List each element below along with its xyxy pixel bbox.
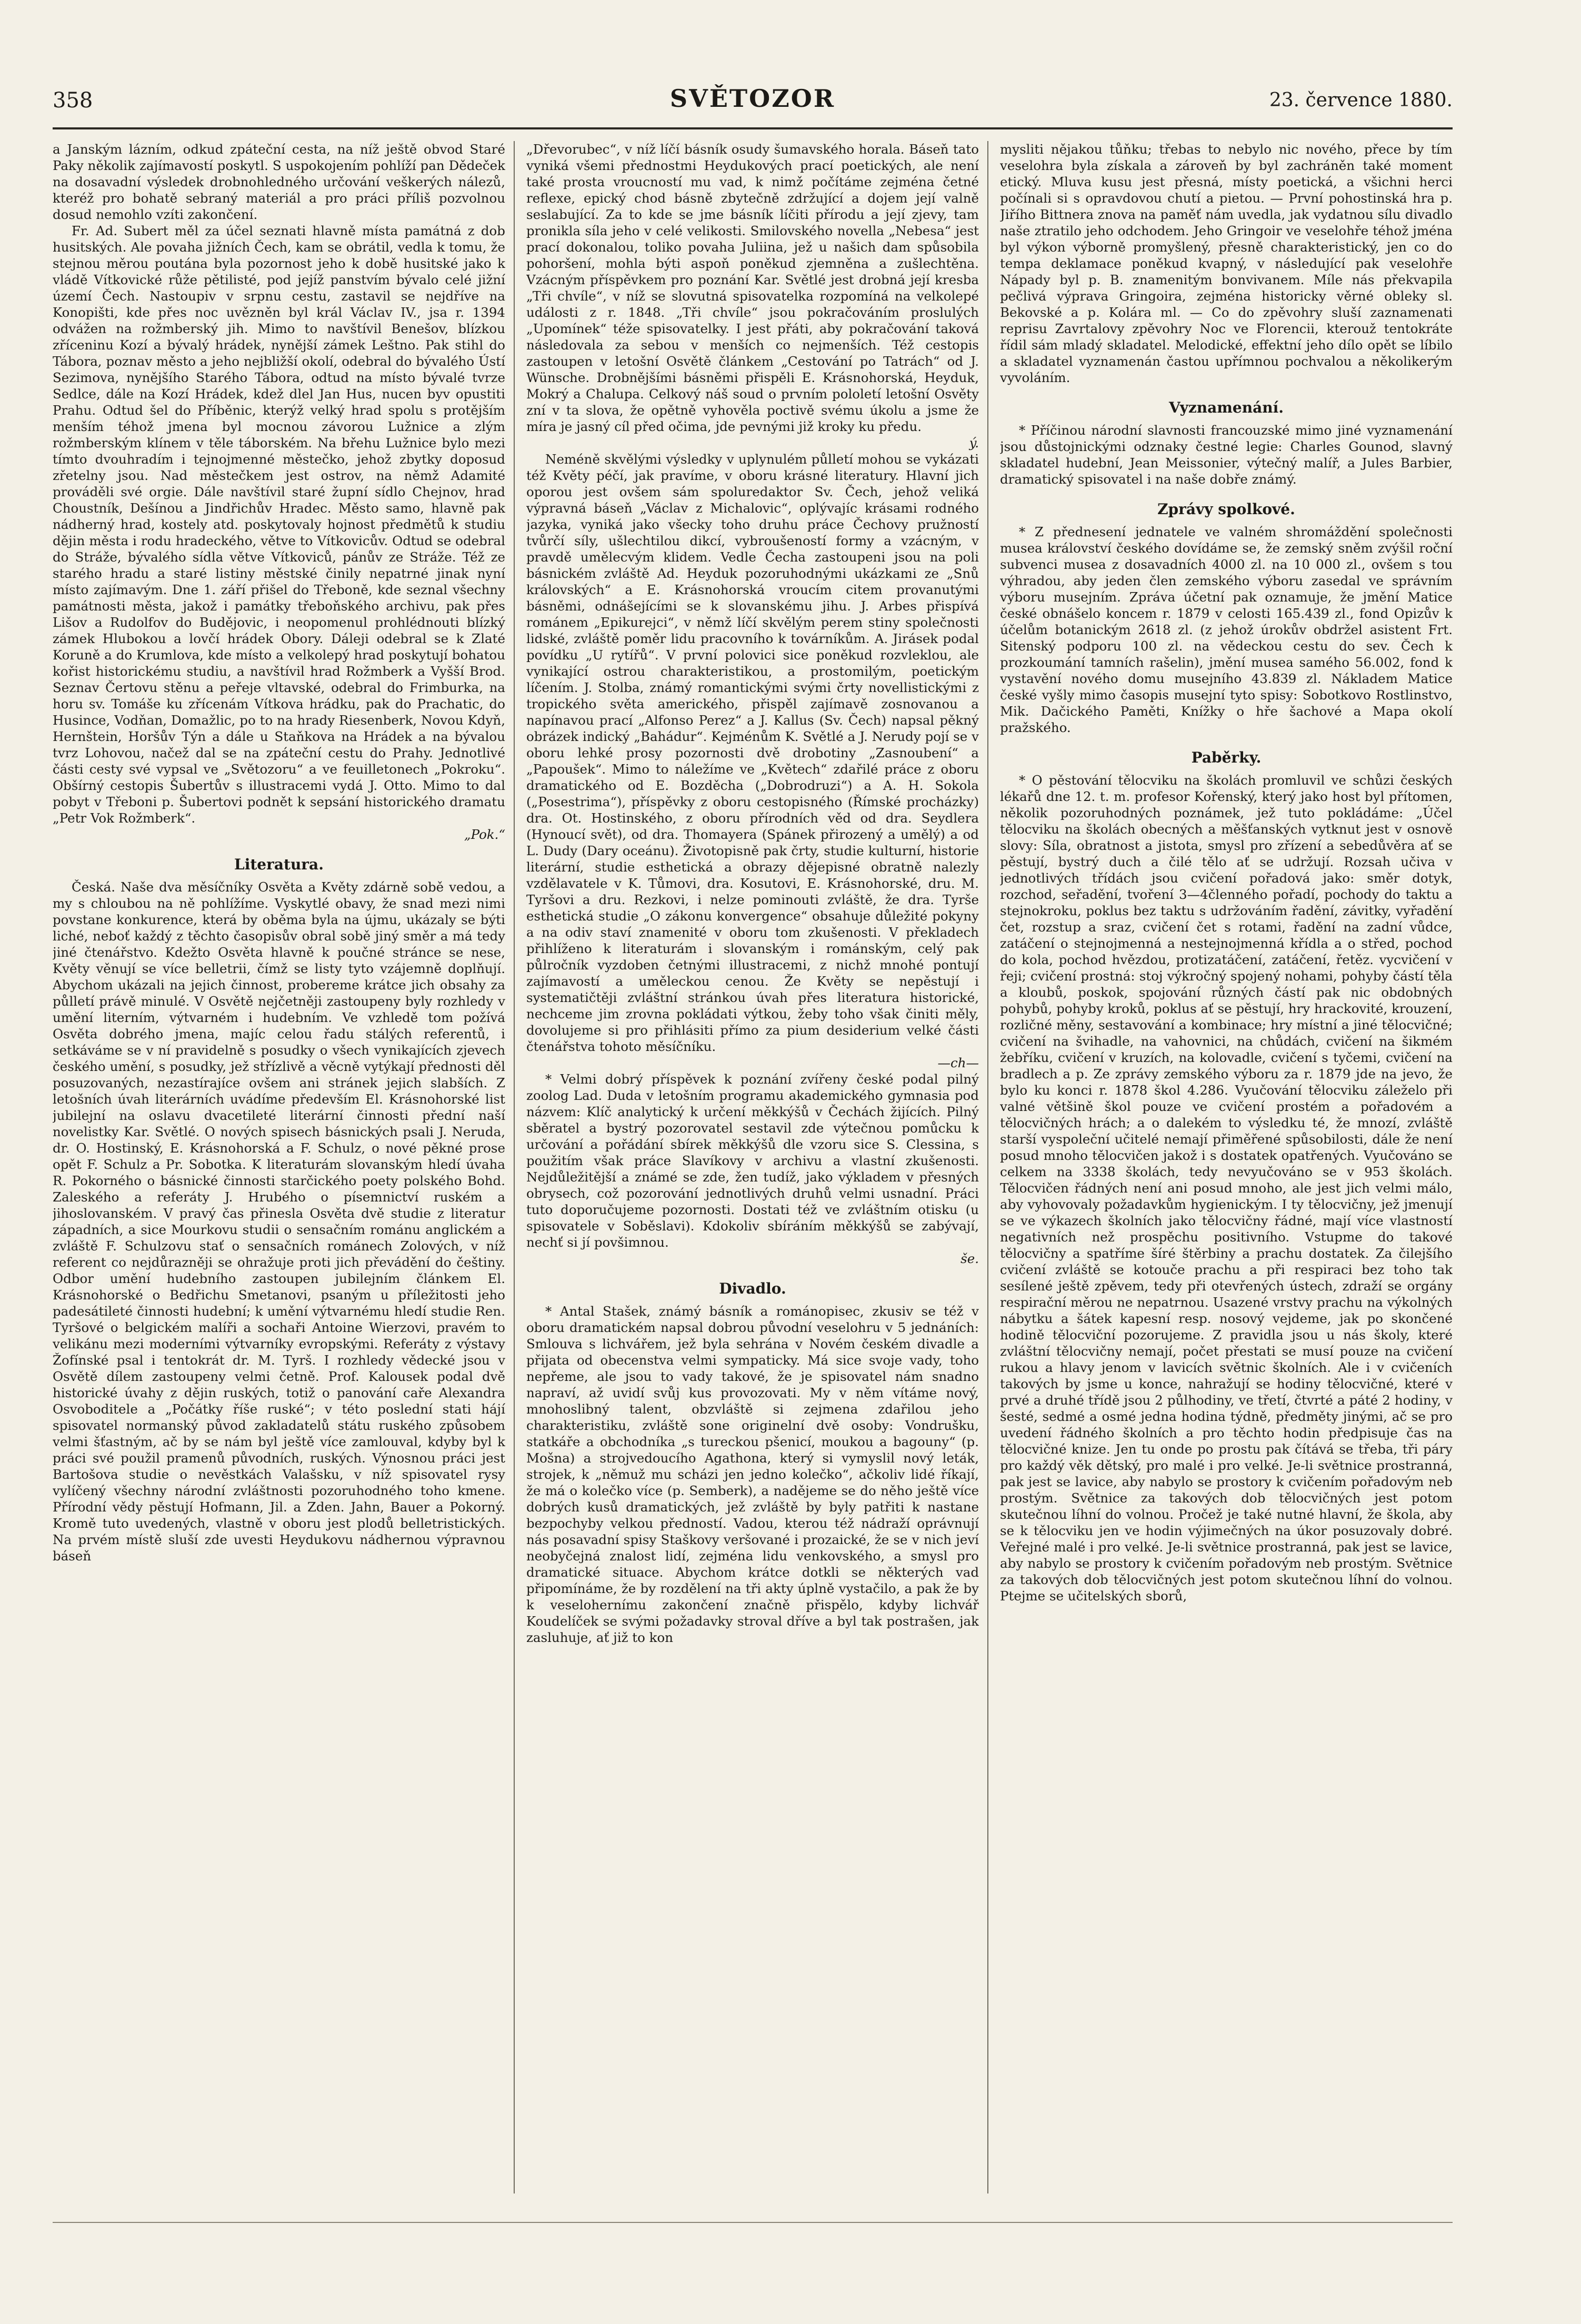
column-divider-1 xyxy=(514,141,515,2193)
section-heading-literatura: Literatura. xyxy=(234,856,324,873)
bottom-rule xyxy=(53,2222,1453,2223)
section-heading-divadlo: Divadlo. xyxy=(719,1280,786,1297)
section-heading-zpravy-spolkove: Zprávy spolkové. xyxy=(1157,500,1295,518)
page-number: 358 xyxy=(53,88,93,113)
paragraph: * Antal Stašek, známý básník a románopisec, zkusiv se též v oboru dramatickém napsal dobrou původní veselohru v 5 jednáních: Smlouva s lichvářem, jež byla sehrána v Novém českém divadle a přijata od obecenstva velmi sympaticky. Má sice svoje vady, toho nepřeme, ale jsou to vady takové, že je spisovatel nám snadno napraví, až uvidí svůj kus provozovati. My v něm vítáme nový, mnohoslibný talent, obzvláště si zejmena zdařilou jeho charakteristiku, zvláště sone originelní dvě osoby: Vondrušku, statkáře a obchodníka „s tureckou pšenicí, moukou a bagouny“ (p. Mošna) a strojvedoucího Agathona, který si vymyslil nový leták, strojek, k „němuž mu scházi jen jedno kolečko“, ačkoliv lidé říkají, že má o kolečko více (p. Semberk), a nadějeme se do něho ještě více dobrých kusů dramatických, jež zvláště by byly patřiti k nastane bezpochyby velkou předností. Vadou, kterou též nádraží oprávnují nás posavadní spisy Staškovy veršované i prozaické, že se v nich jeví neobyčejná znalost lidí, zejména lidu venkovského, a smysl pro dramatické situace. Abychom krátce dotkli se některých vad připomínáme, že by rozdělení na tři akty úplně vystačilo, a pak že by k veselohernímu zakončení značně přispělo, kdyby lichvář Koudelíček se svými požadavky stroval dříve a byl tak postrašen, jak zasluhuje, ať již to kon xyxy=(526,1304,979,1645)
paragraph: a Janským lázním, odkud zpáteční cesta, na níž ještě obvod Staré Paky několik zajímavostí poskytl. S uspokojením pohlíží pan Dědeček na dosavadní výsledek drobnohledného určování veškerých nálezů, kteréž pro bohatě sebraný materiál a pro práci příliš pozvolnou dosud nemohlo vzíti zakončení. xyxy=(53,142,505,222)
signature: „Pok.“ xyxy=(464,827,505,842)
column-3 xyxy=(1000,141,1453,2215)
paragraph: * Velmi dobrý příspěvek k poznání zvířeny české podal pilný zoolog Lad. Duda v letošním programu akademického gymnasia pod názvem: Klíč analytický k určení měkkýšů v Čechách žijících. Pilný sběratel a bystrý pozorovatel sestavil zde výtečnou pomůcku k určování a pořádání sbírek měkkýšů dle vzoru sice S. Clessina, s použitím však práce Slavíkovy v archivu a vlastní zkušenosti. Nejdůležitější a známé se zde, žen tudíž, jako výkladem v přesných obrysech, což pozorování jednotlivých druhů velmi usnadní. Práci tuto doporučujeme pozornosti. Dostati též ve zvláštním otisku (u spisovatele v Soběslavi). Kdokoliv sbíráním měkkýšů se zabývají, nechť si jí povšimnou. xyxy=(526,1071,979,1250)
section-heading-paberky: Paběrky. xyxy=(1191,749,1262,766)
paragraph: Česká. Naše dva měsíčníky Osvěta a Květy zdárně sobě vedou, a my s chloubou na ně pohlížíme. Vyskytlé obavy, že snad mezi nimi povstane konkurence, která by oběma byla na újmu, ukázaly se býti liché, neboť každý z těchto časopisův obral sobě jiný směr a má tedy jiné čtenářstvo. Kdežto Osvěta hlavně k poučné stránce se nese, Květy věnují se více belletrii, čímž se listy tyto vzájemně doplňují. Abychom ukázali na jejich činnost, probereme krátce jich obsahy za půlletí právě minulé. V Osvětě nejčetněji zastoupeny byly rozhledy v umění literním, výtvarném i hudebním. Ve vzhledě tom požívá Osvěta dobrého jmena, majíc celou řadu stálých referentů, i setkáváme se v ní pravidelně s posudky o všech vynikajících zjevech českého umění, s posudky, jež střízlivě a věcně vytýkají přednosti děl posuzovaných, nezastírajíce ovšem ani stránek jejich slabších. Z letošních úvah literárních uvádíme především El. Krásnohorské list jubilejní na oslavu dvacetileté literární činnosti přední naší novelistky Kar. Světlé. O nových spisech básnických psali J. Neruda, dr. O. Hostinský, E. Krásnohorská a F. Schulz, o nové pěkné prose opět F. Schulz a Pr. Sobotka. K literaturám slovanským hledí úvaha R. Pokorného o básnické činnosti starčického poety polského Bohd. Zaleského a referáty J. Hrubého o písemnictví ruském a jihoslovanském. V pravý čas přinesla Osvěta dvě studie z literatur západních, a sice Mourkovu studii o sensačním románu anglickém a zvláště F. Schulzovu stať o sensačních románech Zolových, v níž referent co nejdůrazněji se ohražuje proti jich převádění do češtiny. Odbor umění hudebního zastoupen jubilejním článkem El. Krásnohorské o Bedřichu Smetanovi, psaným u příležitosti jeho padesátileté činnosti hudební; k umění výtvarnému hledí studie Ren. Tyršové o belgickém malíři a sochaři Antoine Wierzovi, pravém to velikánu mezi moderními výtvarníky evropskými. Referáty z výstavy Žofínské psal i tentokrát dr. M. Tyrš. I rozhledy vědecké jsou v Osvětě dílem zastoupeny velmi četně. Prof. Kalousek podal dvě historické úvahy z dějin ruských, totiž o panování caře Alexandra Osvoboditele a „Počátky říše ruské“; v této poslední stati hájí spisovatel normanský původ zakladatelů státu ruského způsobem velmi šťastným, ač by se nám byl ještě více zamlouval, kdyby byl k práci své použil pramenů původních, ruských. Výnosnou práci jest Bartošova studie o nevěstkách Valašsku, v níž spisovatel rysy vylíčený všechny národní zvláštnosti pozoruhodného toho kmene. Přírodní vědy pěstují Hofmann, Jil. a Zden. Jahn, Bauer a Pokorný. Kromě tuto uvedených, vlastně v oboru jest plodů belletristických. Na prvém místě sluší zde uvesti Heydukovu nádhernou výpravnou báseň xyxy=(53,879,505,1564)
periodical-title: SVĚTOZOR xyxy=(669,84,836,113)
paragraph: Neméně skvělými výsledky v uplynulém půlletí mohou se vykázati též Květy péčí, jak pravíme, v oboru krásné literatury. Hlavní jich oporou jest ovšem sám spoluredaktor Sv. Čech, jehož veliká výpravná báseň „Václav z Michalovic“, oplývajíc krásami rodného jazyka, vyniká jako všecky toho druhu práce Čechovy pružností tvůrčí síly, ušlechtilou dikcí, vybroušeností formy a vzácným, v pravdě umělecvým klidem. Vedle Čecha zastoupeni jsou na poli básnickém zvláště Ad. Heyduk pozoruhodnými ukázkami ze „Snů královských“ a E. Krásnohorská vroucím citem provanutými básněmi, odnášejícími se k slovanskému jihu. J. Arbes přispívá románem „Epikurejci“, v němž líčí skvělým perem stiny společnosti lidské, zvláště poměr lidu pracovního k továrníkům. A. Jirásek podal povídku „U rytířů“. V první polovici sice poněkud rozvleklou, ale vynikající ostrou charakteristikou, a prostomilým, poetickým líčením. J. Stolba, známý romantickými svými črty novellistickými z tropického světa amerického, přispěl zajímavě zosnovanou a napínavou prací „Alfonso Perez“ a J. Kallus (Sv. Čech) napsal pěkný obrázek indický „Bahádur“. Kejménům K. Světlé a J. Nerudy pojí se v oboru lehké prosy pozornosti dvě drobotiny „Zasnoubení“ a „Papoušek“. Mimo to náležíme ve „Květech“ zdařilé práce z oboru dramatického od E. Bozděcha („Dobrodruzi“) a A. H. Sokola („Posestrima“), příspěvky z oboru cestopisného (Římské procházky) dra. Ot. Hostinského, z oboru přírodních věd od dra. Seydlera (Hynoucí svět), od dra. Thomayera (Spánek přirozený a umělý) a od L. Dudy (Dary oceánu). Životopisně pak črty, studie kulturní, historie literární, studie esthetická a obrazy dějepisné obratně nalezly vzdělavatele v K. Tůmovi, dra. Kosutovi, E. Krásnohorské, dru. M. Tyršovi a dru. Rezkovi, i nelze pominouti zvláště, že dra. Tyrše esthetická studie „O zákonu konvergence“ obsahuje důležité pokyny a na odiv staví znamenité v oboru tom zkušenosti. V překladech přihlíženo k literaturám i slovanským i románským, celý pak půlročník vyzdoben četnými illustracemi, z nichž mnohé pontují zajímavostí a uměleckou cenou. Že Květy se nepěstují i systematičtěji zvláštní stránkou úvah přes literatura historické, nechceme jim zrovna pokládati výtkou, žeby toho však činiti měly, dovolujeme si pro přihlásiti přímo za pium desiderium velké části čtenářstva tohoto měsíčníku. xyxy=(526,452,979,1054)
header-rule xyxy=(53,127,1453,129)
section-heading-vyznamenani: Vyznamenání. xyxy=(1169,399,1284,416)
column-divider-2 xyxy=(987,141,988,2193)
paragraph: „Dřevorubec“, v níž líčí básník osudy šumavského horala. Báseň tato vyniká všemi přednostmi Heydukových prací poetických, ale není také prosta vroucností mu vad, k nimž počítáme zejména četné reflexe, epický chod básně zbytečně zdržující a dojem její valně seslabující. Za to kde se jme básník líčiti přírodu a její zjevy, tam pronikla síla jeho v celé velikosti. Smilovského novella „Nebesa“ jest prací dokonalou, toliko povaha Juliina, jež u našich dam spůsobila pohoršení, mohla býti aspoň poněkud zjemněna a zušlechtěna. Vzácným příspěvkem pro poznání Kar. Světlé jest drobná její kresba „Tři chvíle“, v níž se slovutná spisovatelka rozpomíná na velkolepé události z r. 1848. „Tři chvíle“ jsou pokračováním proslulých „Upomínek“ téže spisovatelky. I jest přáti, aby pokračování taková následovala za sebou v menších co nejmenších. Též cestopis zastoupen v letošní Osvětě článkem „Cestování po Tatrách“ od J. Wünsche. Drobnějšími básněmi přispěli E. Krásnohorská, Heyduk, Mokrý a Chalupa. Celkový náš soud o prvním pololetí letošní Osvěty zní v ta slova, že opětně vyhověla poctivě svému úkolu a jsme že míra je jasný cíl před očima, jde pevnými již kroky ku předu. xyxy=(526,142,979,434)
signature: ý. xyxy=(969,435,979,450)
paragraph: * O pěstování tělocviku na školách promluvil ve schůzi českých lékařů dne 12. t. m. profesor Kořenský, který jako host byl přítomen, několik pozoruhodných poznámek, jež tuto pokládáme: „Účel tělocviku na školách obecných a měšťanských vytknut jest v osnově slovy: Síla, obratnost a jistota, smysl pro zřízení a sebedůvěra ať se pěstují, bystrý duch a čilé tělo ať se udržují. Rozsah učiva v jednotlivých třídách jsou cvičení pořadová jako: směr dotyk, rozchod, seřadění, tvoření 3—4členného pořadí, pochody do taktu a stejnokroku, poklus bez taktu s udržováním řadění, závitky, vyřadění čet, rozstup a sraz, cvičení čet s rotami, řadění na zadní vůdce, zatáčení o stejnojmenná a nestejnojmenná křídla a o střed, pochod do kola, pochod hvězdou, protizatáčení, zatáčení, řetěz. vycvičení v řeji; cvičení prostná: stoj výkročný spojený nohami, pohyby částí těla a kloubů, poskok, spojování různých částí pak nic obdobných pohybů, pohyby kroků, poklus ať se pěstují, hry hrackovité, krouzení, rozličné měny, sestavování a kombinace; hry místní a jiné tělocvičné; cvičení na švihadle, na vahovnici, na chůdách, cvičení na šikmém žebříku, cvičení v kruzích, na kolovadle, cvičení s tyčemi, cvičení na bradlech a p. Ze zprávy zemského výboru za r. 1879 jde na jevo, že bylo ku konci r. 1878 škol 4.286. Vyučování tělocviku záleželo při valné většině škol pouze ve cvičení prostém a pořadovém a tělocvičných hrách; a o dalekém to výsledku té, že mnozí, zvláště starší vyspoleční učitelé nemají přiměřené spůsobilosti, dále že není posud mnoho tělocvičen jakož i s dostatek opatřených. Vyučováno se celkem na 3338 školách, tedy nevyučováno se v 953 školách. Tělocvičen řádných není ani posud mnoho, ale jest jich velmi málo, aby vyhovovaly požadavkům hygienickým. I ty tělocvičny, jež jmenují se ve výkazech školních jako tělocvičny řádné, mají více vlastností negativních než prospěchu positivního. Vstupme do takové tělocvičny a spatříme šíré štěrbiny a prachu dostatek. Za čilejšího cvičení zvláště se kotouče prachu a při respiraci bez toho tak sesílené ještě zpěvem, tedy při otevřených ústech, zdraží se orgány respirační měrou ne nepatrnou. Usazené vrstvy prachu na výkolných nábytku a šátek kapesní resp. nosový vejdeme, jak po skončené hodině tělocviční pozorujeme. Z pravidla jsou u nás školy, které zvláštní tělocvičny nemají, počet přestati se musí pouze na cvičení rukou a hlavy jenom v lavicích světnic školních. Ale i v cvičeních takových by jsme u konce, nahražují se hodiny tělocvičné, které v prvé a druhé třídě jsou 2 půlhodiny, ve třetí, čtvrté a páté 2 hodiny, v šesté, sedmé a osmé jedna hodina týdně, předměty jinými, ač se pro uvedení řádného školních a pro těchto hodin předpisuje čas na tělocvičné knize. Jen tu onde po prostu pak čítává se třeba, tři páry pro každý věk dětský, pro malé i pro velké. Je-li světnice prostranná, pak jest se lavice, aby nabylo se prostory k cvičením pořadovým neb prostým. Světnice za takových dob tělocvičných jest potom skutečnou líhní do volnou. Pročež je také nutné hlavní, že škola, aby se k tělocviku jen ve hodin výjimečných na úkor posuzovaly dobré. Veřejné malé i pro velké. Je-li světnice prostranná, pak jest se lavice, aby nabylo se prostory k cvičením pořadovým neb prostým. Světnice za takových dob tělocvičných jest potom skutečnou líhní do volnou. Ptejme se učitelských sborů, xyxy=(1000,773,1453,1604)
signature: še. xyxy=(960,1251,979,1266)
paragraph: mysliti nějakou tůňku; třebas to nebylo nic nového, přece by tím veselohra byla získala a zároveň by byl zachráněn také moment etický. Mluva kusu jest přesná, místy poetická, a všichni herci počínali si s opravdovou chutí a pietou. — První pohostinská hra p. Jiřího Bittnera znova na paměť nám uvedla, jak vydatnou sílu divadlo naše ztratilo jeho odchodem. Jeho Gringoir ve veselohře téhož jména byl výkon výborně promyšlený, přesně charakteristický, jen co do tempa deklamace poněkud kvapný, v následující pak veselohře Nápady byl p. B. znamenitým bonvivanem. Míle nás překvapila pečlivá výprava Gringoira, zejména historicky věrné obleky sl. Bekovské a p. Kolára ml. — Co do zpěvohry sluší zaznamenati reprisu Zavrtalovy zpěvohry Noc ve Florencii, kterouž tentokráte řídil sám mladý skladatel. Melodické, effektní jeho dílo opět se líbilo a skladatel vyznamenán častou upřímnou pochvalou a několikerým vyvoláním. xyxy=(1000,142,1453,385)
issue-date: 23. července 1880. xyxy=(1269,89,1453,111)
page-header xyxy=(53,84,1453,121)
paragraph: * Příčinou národní slavnosti francouzské mimo jiné vyznamenání jsou důstojnickými odznaky čestné legie: Charles Gounod, slavný skladatel hudební, Jean Meissonier, výtečný malíř, a Jules Barbier, dramatický spisovatel i na naše dobře známý. xyxy=(1000,423,1453,487)
signature: —ch— xyxy=(937,1055,979,1070)
paragraph: * Z přednesení jednatele ve valném shromáždění společnosti musea království českého dovídáme se, že zemský sněm zvýšil roční subvenci musea z dosavadních 4000 zl. na 10 000 zl., ovšem s tou výhradou, aby jeden člen zemského výboru zasedal ve správním výboru musejním. Zpráva účetní pak oznamuje, že jmění Matice české obnášelo koncem r. 1879 v celosti 165.439 zl., fond Opizův k účelům botanickým 2618 zl. (z jehož úrokův obdržel asistent Frt. Sitenský podporu 100 zl. na vědeckou cestu do sev. Čech k prozkoumání tamních rašelin), jmění musea samého 56.002, fond k vystavění nového domu musejního 43.839 zl. Nákladem Matice české vyšly mimo časopis musejní tyto spisy: Sobotkovo Rostlinstvo, Mik. Dačického Paměti, Knížky o hře šachové a Mapa okolí pražského. xyxy=(1000,524,1453,735)
paragraph: Fr. Ad. Subert měl za účel seznati hlavně místa památná z dob husitských. Ale povaha jižních Čech, kam se obrátil, vedla k tomu, že stejnou měrou poutána byla pozornost jeho k době husitské jako k vládě Vítkovické růže pětilisté, pod jejíž panstvím bývalo celé jižní území Čech. Nastoupiv v srpnu cestu, zastavil se nejdříve na Konopišti, kde přes noc uvězněn byl král Václav IV., jsa r. 1394 odvážen na rožmberský jih. Mimo to navštívil Benešov, blízkou zříceninu Kozí a bývalý hrádek, nynější zámek Leštno. Pak stihl do Tábora, poznav město a jeho nejbližší okolí, odebral do bývalého Ústí Sezimova, nynějšího Starého Tábora, odtud na místo bývalé tvrze Sedlce, dále na Kozí Hrádek, kdež dlel Jan Hus, nucen byv opustiti Prahu. Odtud šel do Příběnic, kterýž velký hrad spolu s protějším menším téhož jmena byl mocnou závorou Lužnice a zlým rožmberským klínem v těle táborském. Na břehu Lužnice bylo mezi tímto dvouhradím i tejnojmenné městečko, jehož zbytky doposud zřetelny jsou. Nad městečkem jest ostrov, na němž Adamité prováděli své orgie. Dále navštívil staré župní sídlo Chejnov, hrad Choustník, Dešínou a Jindřichův Hradec. Město samo, hlavně pak nádherný hrad, kostely atd. poskytovaly hojnost předmětů k studiu dějin města i rodu hradeckého, větve to Vítkovicův. Odtud se odebral do Stráže, bývalého sídla větve Vítkoviců, pánův ze Stráže. Též ze starého hradu a staré listiny městské činily nepatrné jinak nyní místo zajímavým. Dne 1. září přišel do Třeboně, kde seznal všechny památnosti města, jakož i památky třeboňského archivu, pak přes Lišov a Rudolfov do Budějovic, i neopomenul prohlédnouti blízký zámek Hlubokou a lovčí hrádek Obory. Dáleji odebral se k Zlaté Koruně a do Krumlova, kde místo a velkolepý hrad poskytují bohatou kořist historickému studiu, a navštívil hrad Rožmberk a Vyšší Brod. Seznav Čertovu stěnu a peřeje vltavské, odebral do Frimburka, na horu sv. Tomáše ku zřícenám Vítkova hrádku, pak do Prachatic, do Husince, Vodňan, Domažlic, po to na hrady Riesenberk, Novou Kdyň, Hernštein, Horšův Týn a dále u Staňkova na Hrádek a na bývalou tvrz Lohovou, načež dal se na zpáteční cestu do Prahy. Jednotlivé části cesty své vypsal ve „Světozoru“ a ve feuilletonech „Pokroku“. Obšírný cestopis Šubertův s illustracemi vydá J. Otto. Mimo to dal pobyt v Třeboni p. Šubertovi podnět k sepsání historického dramatu „Petr Vok Rožmberk“. xyxy=(53,223,505,826)
column-1 xyxy=(53,141,505,2215)
column-2 xyxy=(526,141,979,2215)
